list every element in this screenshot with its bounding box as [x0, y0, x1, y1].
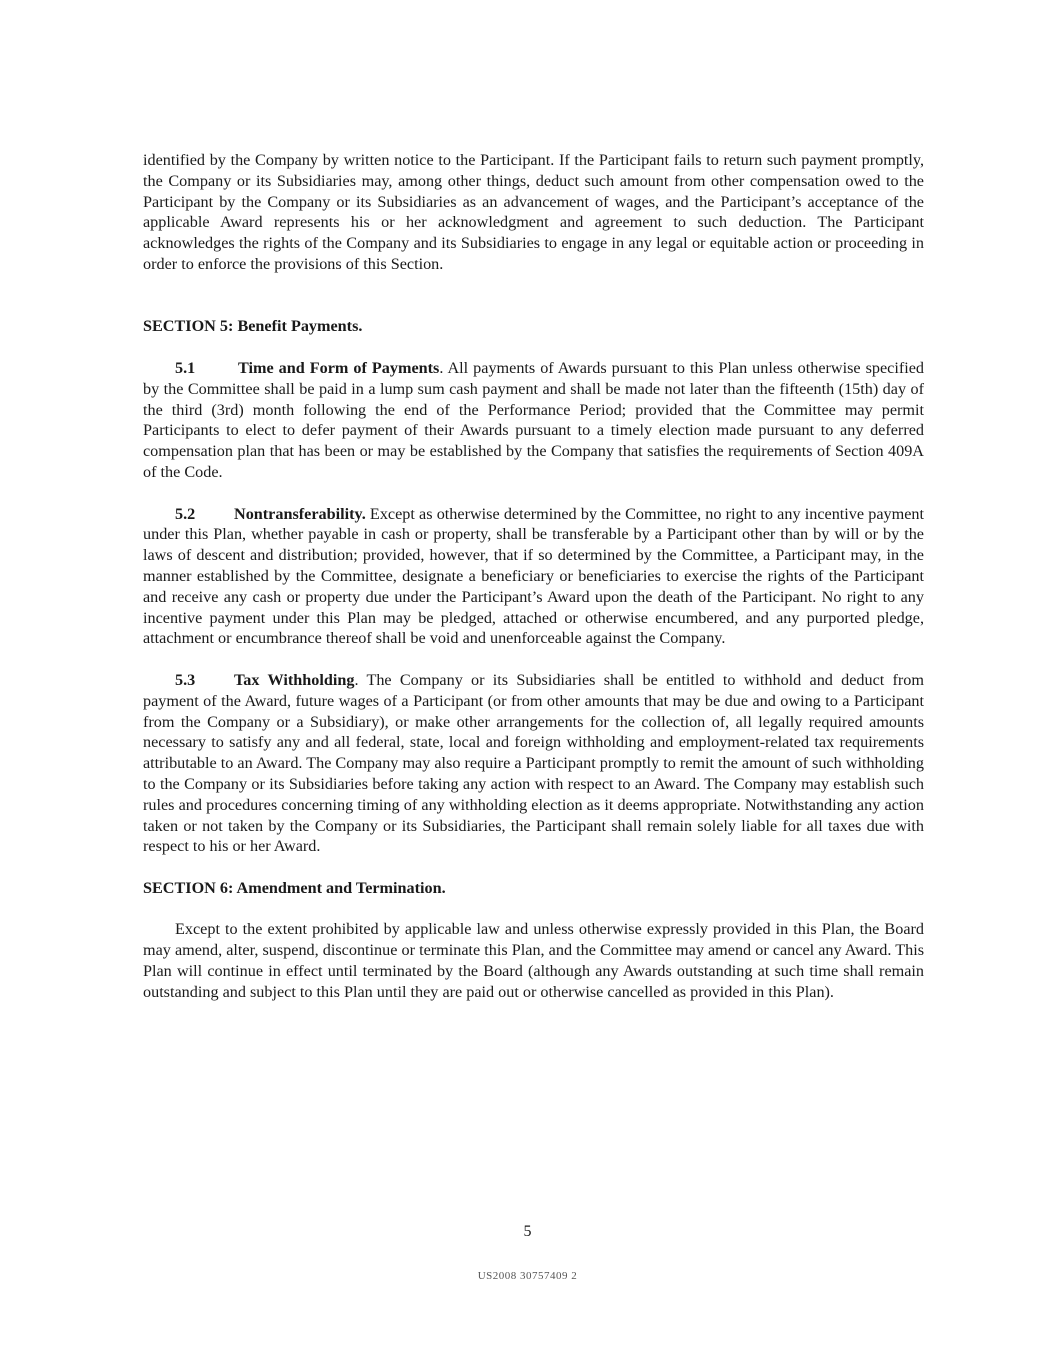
section-6-heading-period: .	[441, 878, 446, 897]
section-5-2-title: Nontransferability.	[234, 504, 366, 523]
section-5-heading: SECTION 5: Benefit Payments.	[143, 317, 363, 336]
section-5-1-text: . All payments of Awards pursuant to this Plan unless otherwise specified by the Committee shall be paid in a lump sum cash payment and shall be made not later than the fifteenth (15th) day of the third (3rd) month following the end of the Performance Period; provided that the Committee may permit Participants to elect to defer payment of their Awards pursuant to a timely election made pursuant to any deferred compensation plan that has been or may be established by the Company that satisfies the requirements of Section 409A of the Code.	[143, 358, 924, 481]
document-id: US2008 30757409 2	[477, 1270, 578, 1282]
section-5-1-number: 5.1	[175, 358, 196, 377]
section-6-heading-text: SECTION 6: Amendment and Termination	[143, 878, 442, 897]
section-5-1-title: Time and Form of Payments	[238, 358, 440, 377]
section-6-heading	[143, 878, 924, 899]
section-6-paragraph: Except to the extent prohibited by applicable law and unless otherwise expressly provided in this Plan, the Board may amend, alter, suspend, discontinue or terminate this Plan, and the Committee may amend or cancel any Award. This Plan will continue in effect until terminated by the Board (although any Awards outstanding at such time shall remain outstanding and subject to this Plan until they are paid out or otherwise cancelled as provided in this Plan).	[143, 920, 924, 1001]
section-5-3-number: 5.3	[175, 670, 196, 689]
section-5-1-paragraph	[143, 358, 924, 483]
section-5-3-title: Tax Withholding	[234, 670, 355, 689]
page-number: 5	[523, 1223, 532, 1240]
document-body	[143, 150, 924, 1003]
section-5-3-paragraph	[143, 670, 924, 857]
section-5-3-text: . The Company or its Subsidiaries shall be entitled to withhold and deduct from payment of the Award, future wages of a Participant (or from other amounts that may be due and owing to a Participant from the Company or a Subsidiary), or make other arrangements for the collection of, all legally required amounts necessary to satisfy any and all federal, state, local and foreign withholding and employment-related tax requirements attributable to an Award. The Company may also require a Participant promptly to remit the amount of such withholding to the Company or its Subsidiaries before taking any action with respect to an Award. The Company may establish such rules and procedures concerning timing of any withholding election as it deems appropriate. Notwithstanding any action taken or not taken by the Company or its Subsidiaries, the Participant shall remain solely liable for all taxes due with respect to his or her Award.	[143, 670, 924, 856]
section-5-2-number: 5.2	[175, 504, 196, 523]
section-5-2-paragraph	[143, 504, 924, 650]
section-5-2-text: Except as otherwise determined by the Committee, no right to any incentive payment under this Plan, whether payable in cash or property, shall be transferable by a Participant other than by will or by the laws of descent and distribution; provided, however, that if so determined by the Committee, a Participant may, in the manner established by the Committee, designate a beneficiary or beneficiaries to exercise the rights of the Participant and receive any cash or property due under the Participant’s Award upon the death of the Participant. No right to any incentive payment under this Plan may be pledged, attached or otherwise encumbered, and any purported pledge, attachment or encumbrance thereof shall be void and unenforceable against the Company.	[143, 504, 924, 648]
intro-paragraph: identified by the Company by written notice to the Participant. If the Participant fails to return such payment promptly, the Company or its Subsidiaries may, among other things, deduct such amount from other compensation owed to the Participant by the Company or its Subsidiaries as an advancement of wages, and the Participant’s acceptance of the applicable Award represents his or her acknowledgment and agreement to such deduction. The Participant acknowledges the rights of the Company and its Subsidiaries to engage in any legal or equitable action or proceeding in order to enforce the provisions of this Section.	[143, 151, 924, 273]
